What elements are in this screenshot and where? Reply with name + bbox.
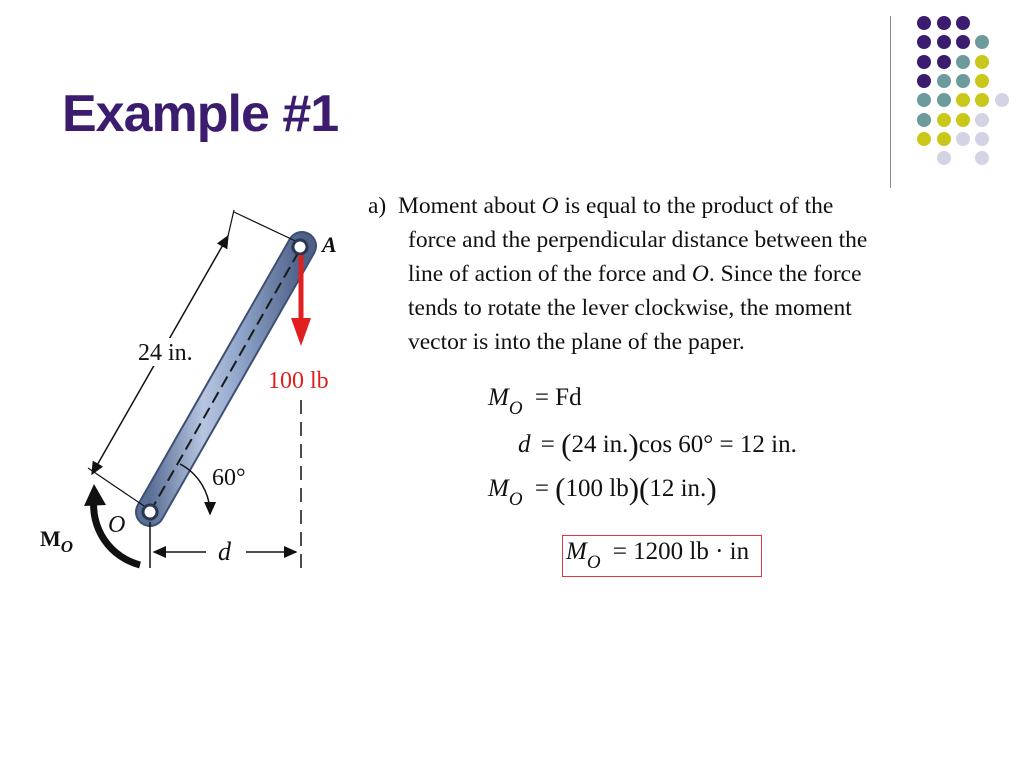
pin-a bbox=[293, 240, 307, 254]
decorative-dot bbox=[937, 55, 951, 69]
decorative-dot bbox=[956, 113, 970, 127]
equation-result: $M_O = 1200$ lb · in bbox=[566, 538, 750, 573]
angle-label: 60° bbox=[212, 465, 246, 491]
equation-distance: d = (24 in.)cos 60° = 12 in. bbox=[518, 427, 797, 462]
paragraph-line-2: force and the perpendicular distance between the bbox=[408, 227, 868, 253]
decorative-dot bbox=[956, 74, 970, 88]
decorative-dot bbox=[937, 35, 951, 49]
decorative-dot bbox=[975, 113, 989, 127]
explanation-paragraph bbox=[368, 189, 978, 359]
decorative-dot bbox=[937, 16, 951, 30]
decorative-dot bbox=[917, 35, 931, 49]
decorative-dot bbox=[975, 74, 989, 88]
decorative-dot bbox=[995, 93, 1009, 107]
decorative-dot bbox=[917, 132, 931, 146]
paragraph-line-3: line of action of the force and O. Since the force bbox=[408, 261, 862, 287]
decorative-dot bbox=[975, 151, 989, 165]
decorative-dot bbox=[917, 93, 931, 107]
point-o-label: O bbox=[108, 512, 126, 538]
length-label: 24 in. bbox=[138, 340, 193, 366]
decorative-dot bbox=[917, 55, 931, 69]
pin-o bbox=[143, 505, 157, 519]
decorative-dot bbox=[956, 132, 970, 146]
decorative-dot bbox=[917, 74, 931, 88]
divider-line bbox=[890, 16, 891, 188]
decorative-dot bbox=[917, 16, 931, 30]
decorative-dot bbox=[937, 113, 951, 127]
decorative-dot bbox=[937, 132, 951, 146]
paragraph-line-4: tends to rotate the lever clockwise, the moment bbox=[408, 295, 852, 321]
decorative-dot bbox=[975, 132, 989, 146]
decorative-dot bbox=[956, 35, 970, 49]
decorative-dot bbox=[975, 35, 989, 49]
decorative-dot bbox=[956, 93, 970, 107]
paragraph-label: a) bbox=[368, 193, 387, 219]
equation-moment-calc: $M_O = (100$ lb)(12 in.) bbox=[488, 471, 717, 510]
decorative-dot bbox=[917, 113, 931, 127]
equation-moment-def: $M_O = Fd$ bbox=[488, 384, 582, 419]
page-title: Example #1 bbox=[62, 85, 339, 143]
paragraph-line-5: vector is into the plane of the paper. bbox=[408, 329, 745, 355]
moment-label: $M_O$ bbox=[40, 526, 74, 556]
lever-diagram bbox=[30, 200, 370, 590]
decorative-dot bbox=[956, 16, 970, 30]
decorative-dot bbox=[937, 93, 951, 107]
decorative-dot bbox=[975, 93, 989, 107]
decorative-dot bbox=[956, 55, 970, 69]
decorative-dot bbox=[937, 74, 951, 88]
point-a-label: A bbox=[322, 232, 337, 257]
distance-label: d bbox=[218, 537, 231, 566]
decorative-dot bbox=[937, 151, 951, 165]
paragraph-line-1: a) Moment about O is equal to the product of the bbox=[368, 193, 834, 219]
decorative-dot bbox=[975, 55, 989, 69]
force-label: 100 lb bbox=[268, 368, 329, 394]
